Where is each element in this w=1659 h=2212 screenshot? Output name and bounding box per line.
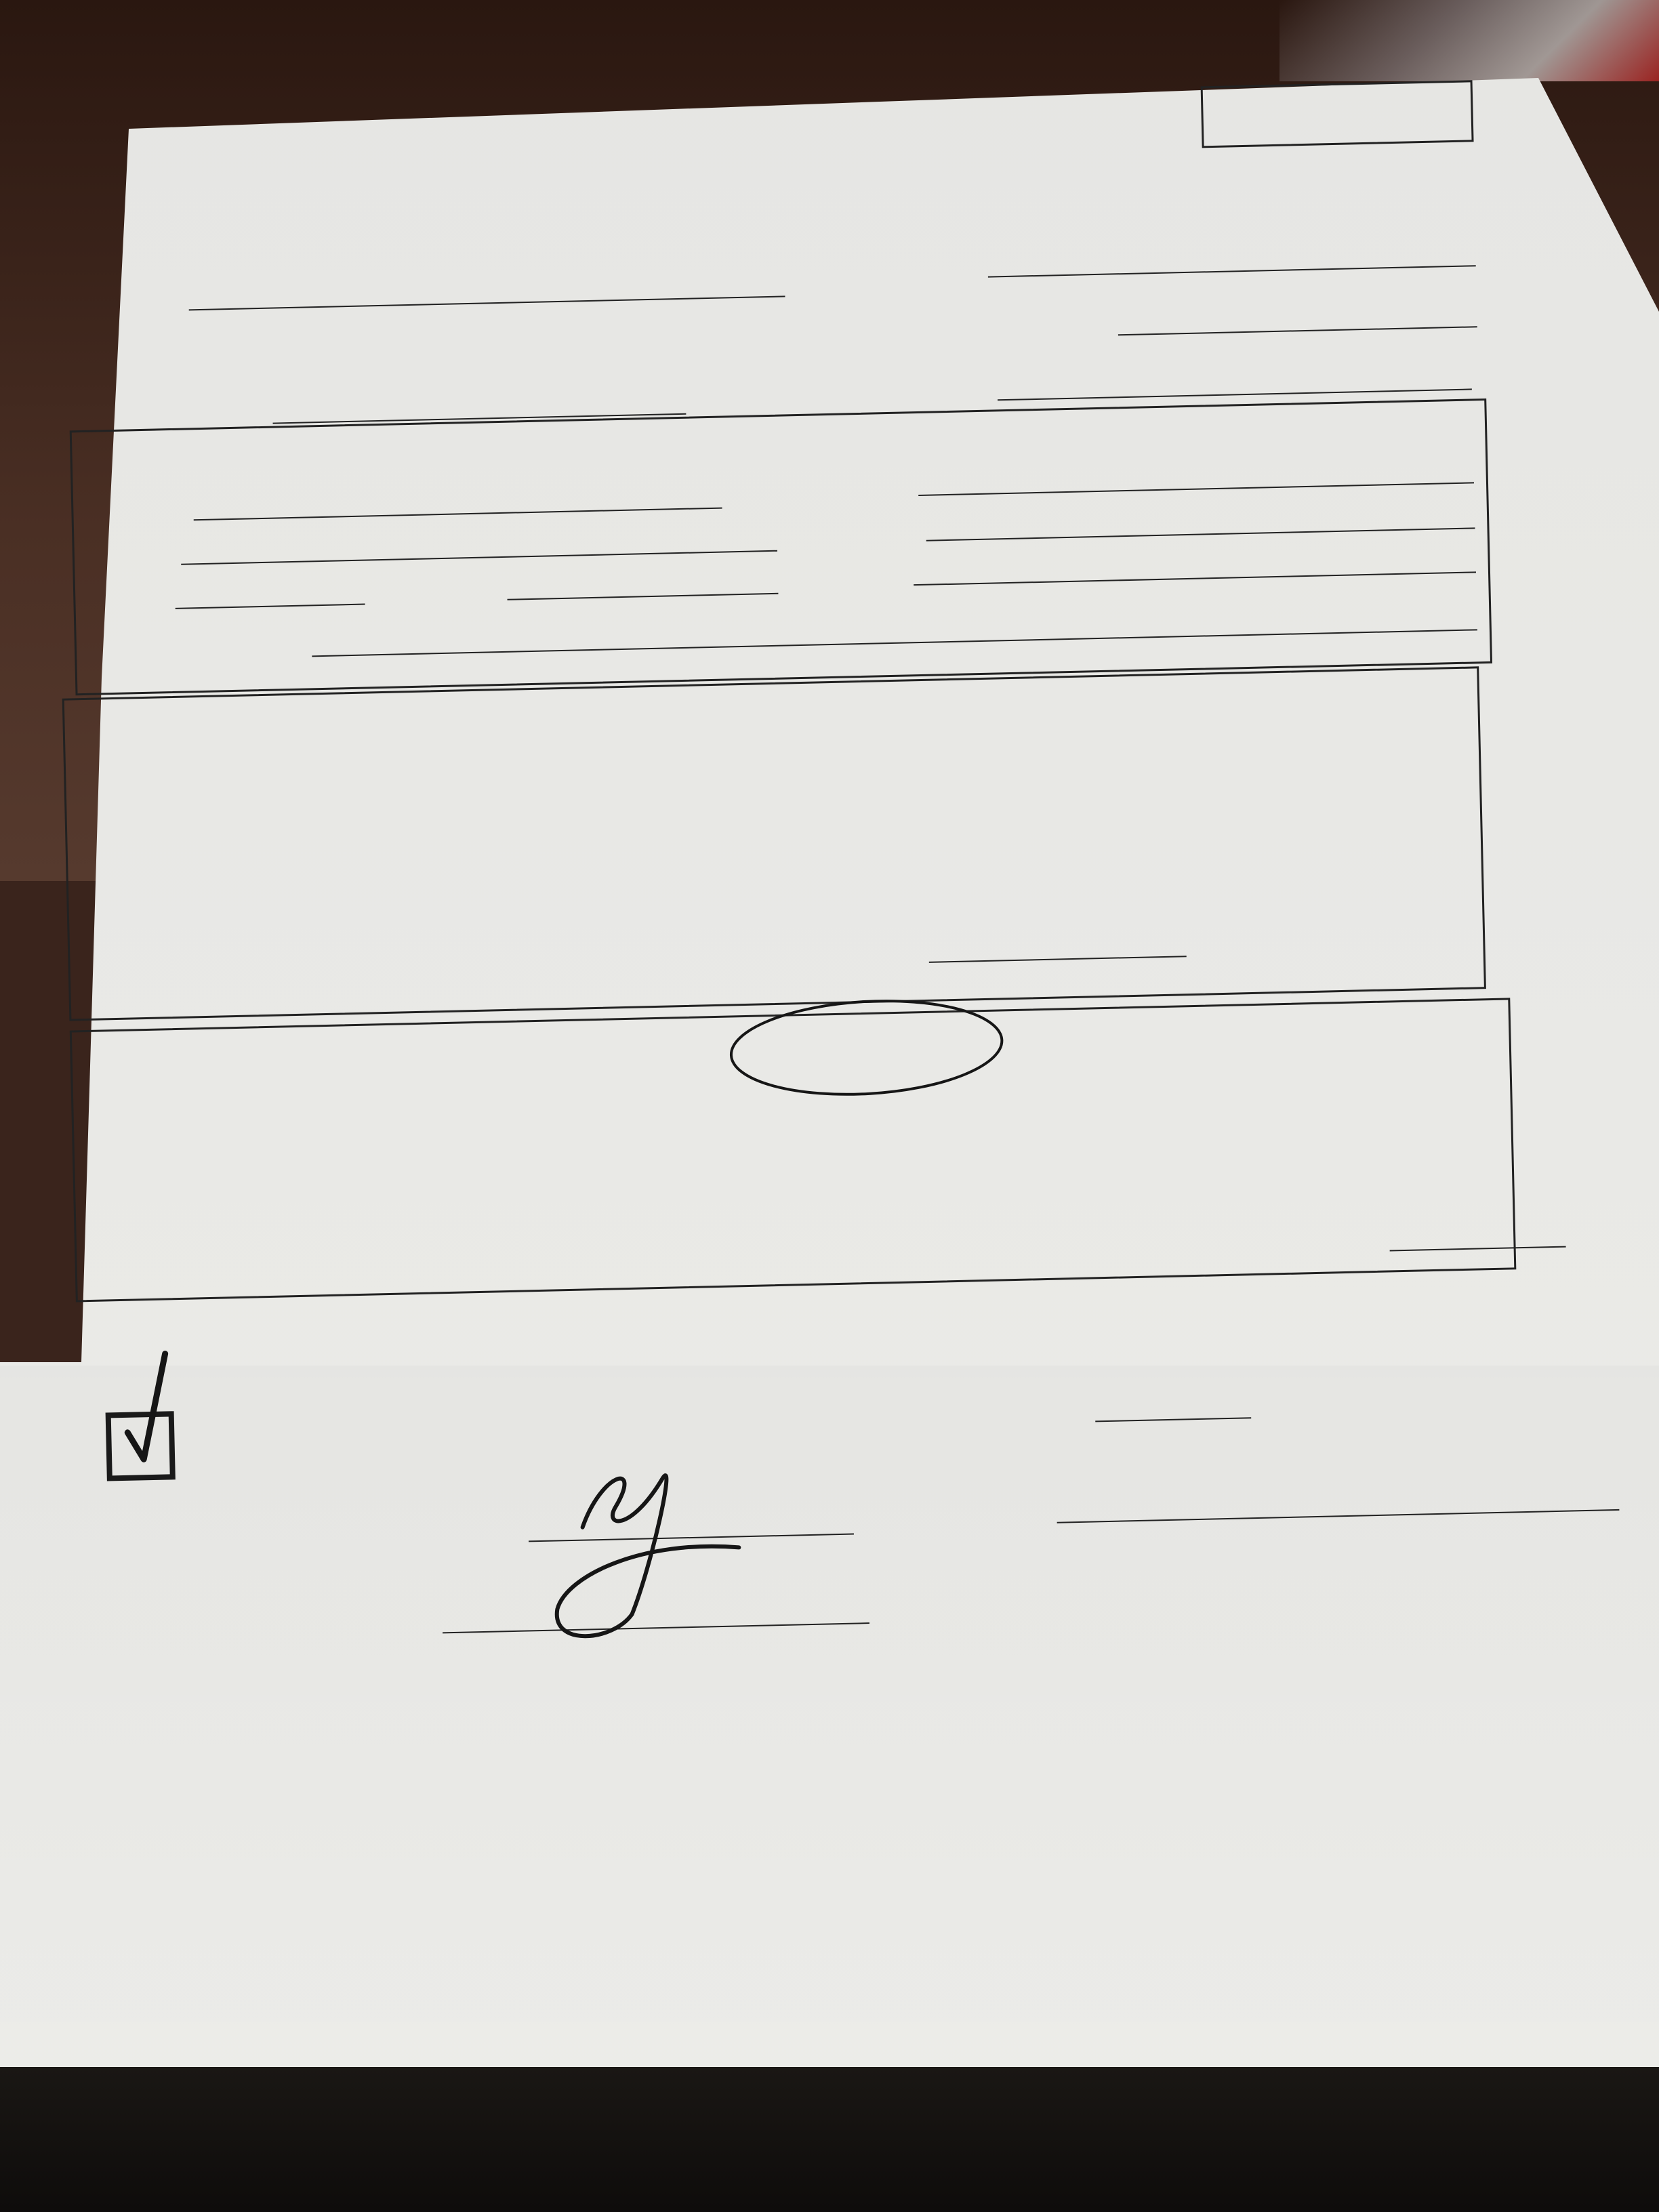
plastic-wrapper xyxy=(1279,0,1659,81)
detail-service-order-form xyxy=(36,108,1631,1756)
desk-edge xyxy=(0,2067,1659,2212)
dealership-manager-signature-scribble xyxy=(554,1474,741,1637)
unwind-checkmark xyxy=(126,1354,168,1460)
ink-marks xyxy=(36,108,1631,1756)
complete-detail-circle-mark xyxy=(729,994,1004,1102)
